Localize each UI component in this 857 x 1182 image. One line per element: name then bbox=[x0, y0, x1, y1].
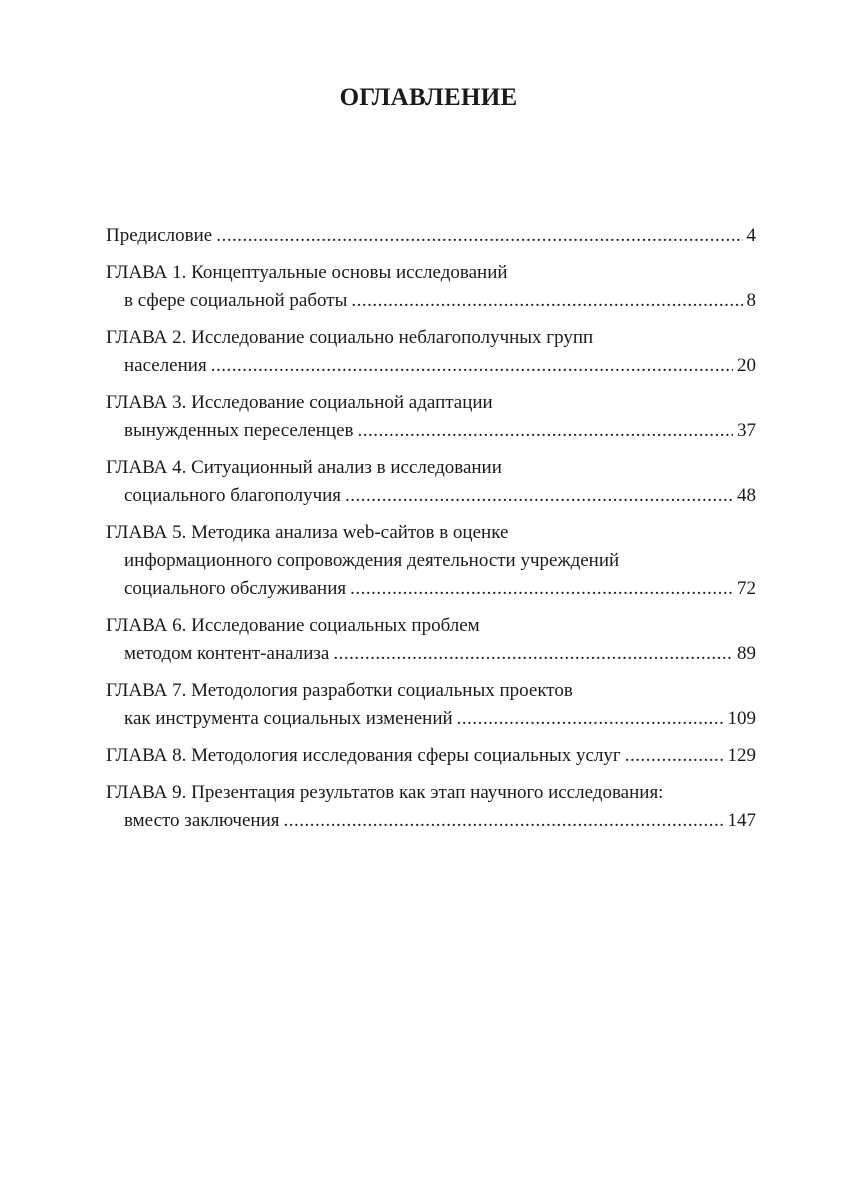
table-of-contents bbox=[106, 222, 756, 835]
page-number: 48 bbox=[737, 485, 756, 506]
toc-entry-text: ГЛАВА 8. Методология исследования сферы социальных услуг bbox=[106, 745, 621, 766]
dot-leader bbox=[211, 352, 733, 380]
toc-entry-text: ГЛАВА 9. Презентация результатов как этап научного исследования: bbox=[106, 782, 664, 803]
dot-leader bbox=[358, 417, 734, 445]
toc-entry-text: населения bbox=[124, 355, 207, 376]
toc-entry-text: социального обслуживания bbox=[124, 578, 347, 599]
dot-leader bbox=[284, 807, 724, 835]
dot-leader bbox=[625, 742, 724, 770]
page-title: ОГЛАВЛЕНИЕ bbox=[339, 84, 518, 111]
toc-entry[interactable] bbox=[106, 324, 756, 380]
dot-leader bbox=[345, 482, 733, 510]
toc-entry-text: ГЛАВА 5. Методика анализа web-сайтов в оценке bbox=[106, 522, 509, 543]
entry-spacer bbox=[106, 250, 756, 259]
toc-entry[interactable] bbox=[106, 742, 756, 770]
page-number: 89 bbox=[737, 643, 756, 664]
dot-leader bbox=[351, 287, 742, 315]
toc-entry-text: ГЛАВА 7. Методология разработки социальных проектов bbox=[106, 680, 573, 701]
toc-entry-text: ГЛАВА 4. Ситуационный анализ в исследовании bbox=[106, 457, 502, 478]
toc-entry-text: как инструмента социальных изменений bbox=[124, 708, 453, 729]
toc-entry[interactable] bbox=[106, 779, 756, 835]
entry-spacer bbox=[106, 668, 756, 677]
page-number: 109 bbox=[727, 708, 756, 729]
toc-entry-text: социального благополучия bbox=[124, 485, 342, 506]
entry-spacer bbox=[106, 315, 756, 324]
toc-entry-text: ГЛАВА 6. Исследование социальных проблем bbox=[106, 615, 480, 636]
toc-entry-text: ГЛАВА 2. Исследование социально неблагополучных групп bbox=[106, 327, 594, 348]
dot-leader bbox=[350, 575, 733, 603]
page-number: 20 bbox=[737, 355, 756, 376]
toc-entry[interactable] bbox=[106, 677, 756, 733]
toc-entry-text: Предисловие bbox=[106, 225, 213, 246]
page-number: 37 bbox=[737, 420, 756, 441]
toc-entry-text: вынужденных переселенцев bbox=[124, 420, 354, 441]
page-number: 4 bbox=[746, 225, 756, 246]
dot-leader bbox=[216, 222, 742, 250]
toc-entry-text: в сфере социальной работы bbox=[124, 290, 348, 311]
entry-spacer bbox=[106, 445, 756, 454]
entry-spacer bbox=[106, 603, 756, 612]
entry-spacer bbox=[106, 770, 756, 779]
page-number: 147 bbox=[727, 810, 756, 831]
page-number: 129 bbox=[727, 745, 756, 766]
toc-entry[interactable] bbox=[106, 389, 756, 445]
toc-entry-text: вместо заключения bbox=[124, 810, 280, 831]
toc-entry-text: ГЛАВА 3. Исследование социальной адаптации bbox=[106, 392, 493, 413]
entry-spacer bbox=[106, 380, 756, 389]
dot-leader bbox=[333, 640, 733, 668]
toc-entry[interactable] bbox=[106, 222, 756, 250]
page-number: 8 bbox=[746, 290, 756, 311]
entry-spacer bbox=[106, 510, 756, 519]
page-number: 72 bbox=[737, 578, 756, 599]
toc-entry[interactable] bbox=[106, 612, 756, 668]
toc-entry[interactable] bbox=[106, 454, 756, 510]
toc-entry-text: информационного сопровождения деятельности учреждений bbox=[124, 550, 620, 571]
toc-entry-text: ГЛАВА 1. Концептуальные основы исследований bbox=[106, 262, 508, 283]
entry-spacer bbox=[106, 733, 756, 742]
toc-entry[interactable] bbox=[106, 519, 756, 603]
toc-entry-text: методом контент-анализа bbox=[124, 643, 330, 664]
dot-leader bbox=[457, 705, 724, 733]
toc-entry[interactable] bbox=[106, 259, 756, 315]
